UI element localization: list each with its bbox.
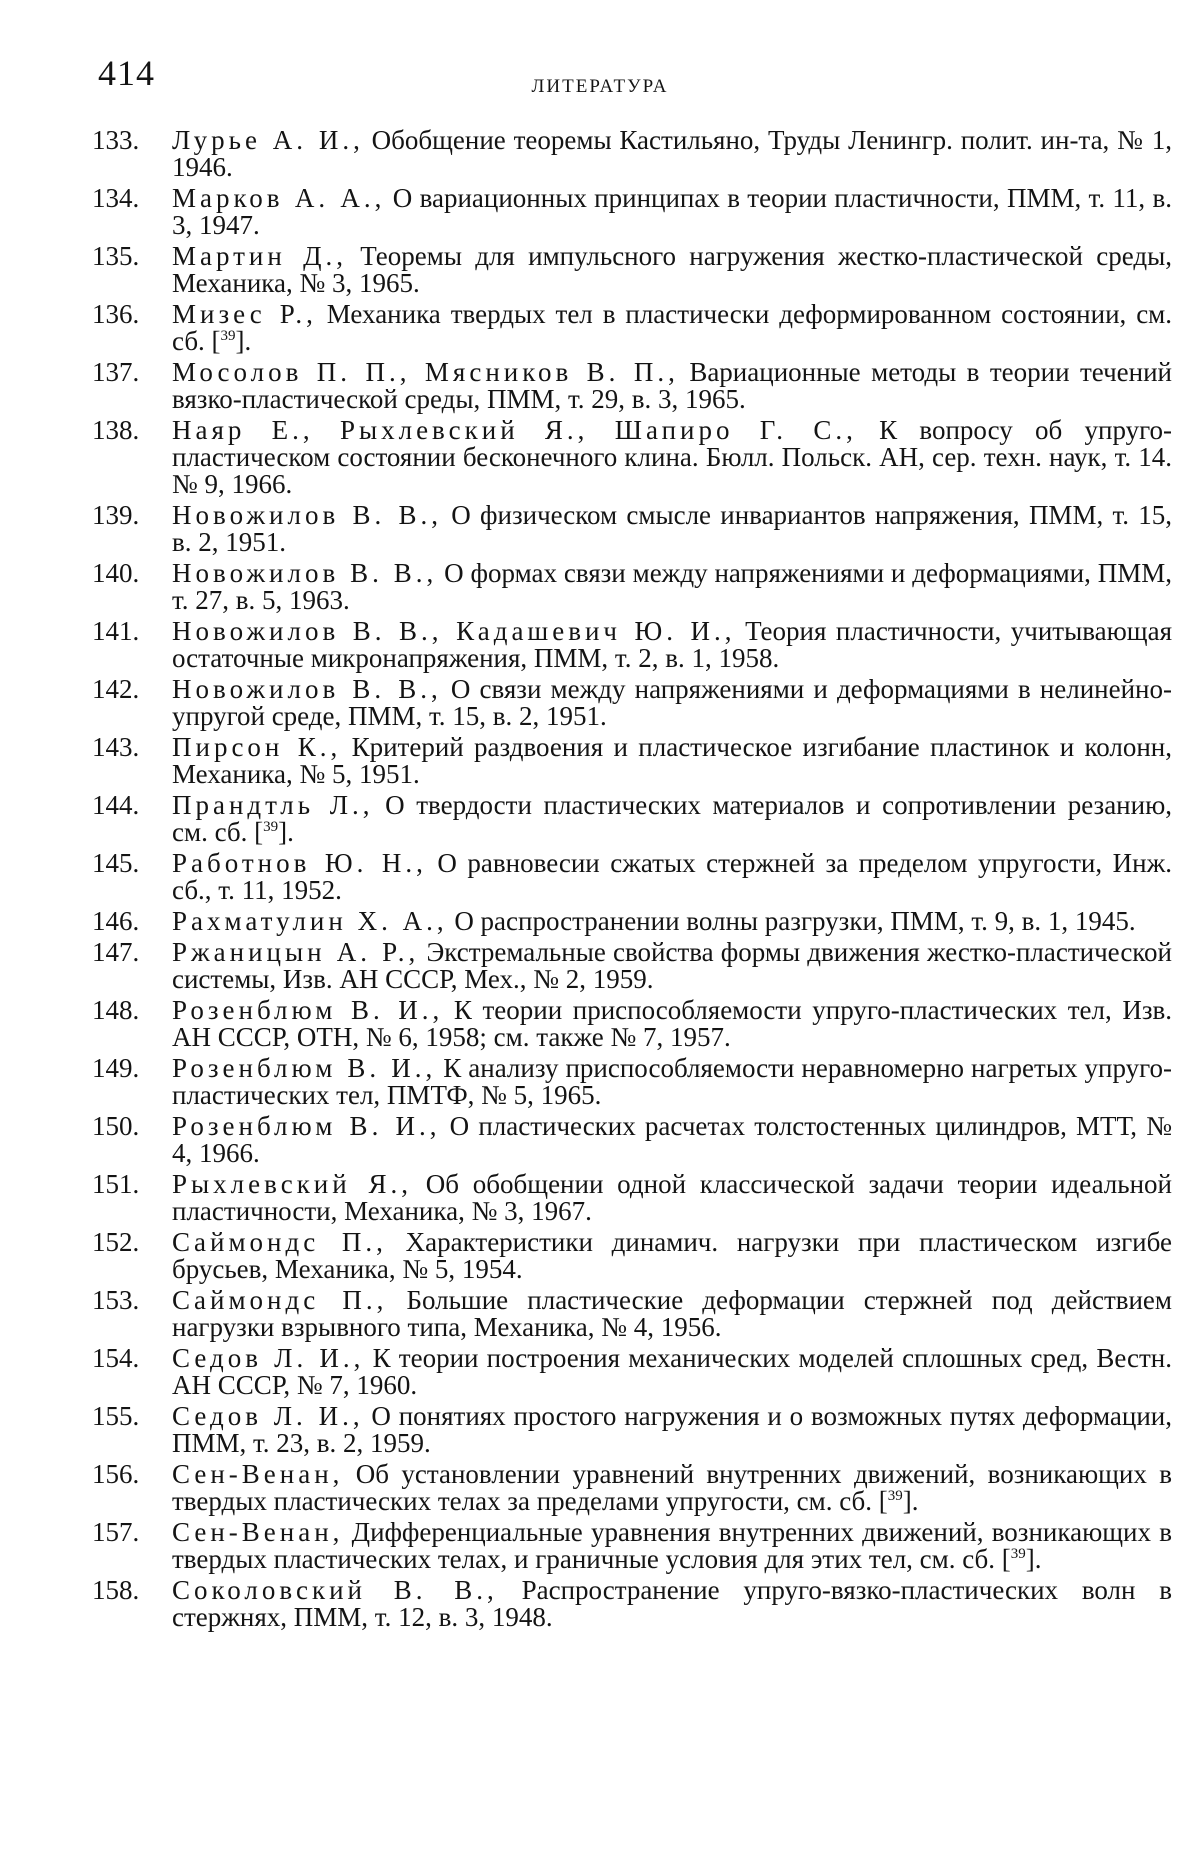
reference-number: 153. [92,1285,140,1315]
reference-number: 135. [92,241,140,271]
running-head: ЛИТЕРАТУРА [531,76,669,97]
reference-number: 145. [92,848,140,878]
reference-number: 151. [92,1169,140,1199]
reference-text: Критерий раздвоения и пластическое изгибание пластинок и колонн, Механика, № 5, 1951. [172,732,1172,789]
reference-number: 157. [92,1517,140,1547]
reference-text: О понятиях простого нагружения и о возможных путях деформации, ПММ, т. 23, в. 2, 1959. [172,1401,1172,1458]
reference-author: Новожилов В. В., [172,674,442,704]
reference-text: О пластических расчетах толстостенных цилиндров, МТТ, № 4, 1966. [172,1111,1172,1168]
reference-author: Седов Л. И., [172,1343,365,1373]
reference-entry [92,241,1172,298]
reference-number: 136. [92,299,140,329]
reference-entry [92,1517,1172,1574]
reference-author: Сен-Венан, [172,1459,344,1489]
reference-number: 137. [92,357,140,387]
reference-number: 133. [92,125,140,155]
reference-text: Дифференциальные уравнения внутренних движений, возникающих в твердых пластических телах, и граничные условия для этих тел, см. сб. [ [172,1517,1172,1574]
reference-text: О физическом смысле инвариантов напряжения, ПММ, т. 15, в. 2, 1951. [172,500,1172,557]
reference-entry [92,790,1172,847]
reference-text: О твердости пластических материалов и сопротивлении резанию, см. сб. [ [172,790,1172,847]
reference-text: К теории приспособляемости упруго-пластических тел, Изв. АН СССР, ОТН, № 6, 1958; см. также № 7, 1957. [172,995,1172,1052]
reference-text: Механика твердых тел в пластически деформированном состоянии, см. сб. [ [172,299,1173,356]
reference-author: Мизес Р., [172,299,317,329]
reference-text: О вариационных принципах в теории пластичности, ПММ, т. 11, в. 3, 1947. [172,183,1173,240]
reference-text: Обобщение теоремы Кастильяно, Труды Ленингр. полит. ин-та, № 1, 1946. [172,125,1173,182]
reference-text: О формах связи между напряжениями и деформациями, ПММ, т. 27, в. 5, 1963. [172,558,1172,615]
reference-text: О равновесии сжатых стержней за пределом упругости, Инж. сб., т. 11, 1952. [172,848,1172,905]
reference-author: Розенблюм В. И., [172,1111,441,1141]
reference-text-tail: ]. [902,1486,919,1516]
reference-text: К вопросу об упруго-пластическом состоянии бесконечного клина. Бюлл. Польск. АН, сер. техн. наук, т. 14. № 9, 1966. [172,415,1173,499]
reference-author: Мартин Д., [172,241,348,271]
reference-author: Новожилов В. В., Кадашевич Ю. И., [172,616,736,646]
reference-entry [92,415,1173,499]
reference-entry [92,848,1172,905]
reference-text: Большие пластические деформации стержней под действием нагрузки взрывного типа, Механика, № 4, 1956. [172,1285,1173,1342]
reference-number: 148. [92,995,140,1025]
reference-entry [92,1169,1172,1226]
reference-number: 142. [92,674,140,704]
reference-author: Розенблюм В. И., [172,1053,437,1083]
reference-number: 152. [92,1227,140,1257]
reference-number: 158. [92,1575,140,1605]
reference-entry [92,558,1172,615]
citation-superscript: 39 [263,819,279,835]
reference-author: Новожилов В. В., [172,500,442,530]
reference-number: 150. [92,1111,140,1141]
reference-author: Лурье А. И., [172,125,364,155]
reference-author: Розенблюм В. И., [172,995,444,1025]
reference-entry [92,937,1173,994]
reference-author: Марков А. А., [172,183,386,213]
reference-author: Рахматулин Х. А., [172,906,448,936]
reference-text: Об установлении уравнений внутренних движений, возникающих в твердых пластических телах за пределами упругости, см. сб. [ [172,1459,1172,1516]
reference-entry [92,906,1172,936]
reference-text: Теоремы для импульсного нагружения жестко-пластической среды, Механика, № 3, 1965. [172,241,1172,298]
reference-entry [92,500,1172,557]
reference-author: Наяр Е., Рыхлевский Я., Шапиро Г. С., [172,415,857,445]
reference-text-tail: ]. [1025,1544,1042,1574]
page-number: 414 [98,53,155,93]
reference-number: 146. [92,906,140,936]
reference-entry [92,1575,1172,1632]
reference-entry [92,674,1173,731]
reference-author: Ржаницын А. Р., [172,937,420,967]
reference-author: Новожилов В. В., [172,558,438,588]
reference-text: Экстремальные свойства формы движения жестко-пластической системы, Изв. АН СССР, Мех., № 2, 1959. [172,937,1173,994]
reference-author: Седов Л. И., [172,1401,364,1431]
reference-author: Рыхлевский Я., [172,1169,412,1199]
reference-author: Мосолов П. П., Мясников В. П., [172,357,679,387]
reference-author: Саймондс П., [172,1227,387,1257]
reference-text: О связи между напряжениями и деформациями в нелинейно-упругой среде, ПММ, т. 15, в. 2, 1951. [172,674,1173,731]
citation-superscript: 39 [887,1488,903,1504]
citation-superscript: 39 [220,328,236,344]
reference-author: Пирсон К., [172,732,342,762]
reference-entry [92,1111,1172,1168]
reference-number: 140. [92,558,140,588]
reference-text: К анализу приспособляемости неравномерно нагретых упруго-пластических тел, ПМТФ, № 5, 1965. [172,1053,1172,1110]
reference-author: Саймондс П., [172,1285,388,1315]
reference-number: 134. [92,183,140,213]
reference-number: 143. [92,732,140,762]
reference-text: Характеристики динамич. нагрузки при пластическом изгибе брусьев, Механика, № 5, 1954. [172,1227,1172,1284]
reference-entry [92,1343,1172,1400]
reference-author: Сен-Венан, [172,1517,344,1547]
reference-number: 141. [92,616,140,646]
reference-text: Вариационные методы в теории течений вязко-пластической среды, ПММ, т. 29, в. 3, 1965. [172,357,1172,414]
reference-list [92,125,1173,1635]
reference-entry [92,1053,1172,1110]
reference-entry [92,1401,1172,1458]
reference-text: К теории построения механических моделей сплошных сред, Вестн. АН СССР, № 7, 1960. [172,1343,1172,1400]
reference-text: О распространении волны разгрузки, ПММ, т. 9, в. 1, 1945. [447,906,1136,936]
citation-superscript: 39 [1010,1546,1026,1562]
reference-text: Об обобщении одной классической задачи теории идеальной пластичности, Механика, № 3, 1967. [172,1169,1172,1226]
reference-entry [92,732,1172,789]
reference-number: 147. [92,937,140,967]
reference-number: 154. [92,1343,140,1373]
reference-number: 144. [92,790,140,820]
reference-number: 156. [92,1459,140,1489]
reference-text-tail: ]. [278,817,294,847]
reference-number: 155. [92,1401,140,1431]
reference-author: Прандтль Л., [172,790,374,820]
reference-entry [92,1285,1173,1342]
reference-entry [92,183,1173,240]
reference-entry [92,1227,1172,1284]
reference-entry [92,357,1172,414]
reference-text-tail: ]. [235,326,252,356]
reference-text: Распространение упруго-вязко-пластических волн в стержнях, ПММ, т. 12, в. 3, 1948. [172,1575,1172,1632]
reference-entry [92,125,1173,182]
reference-entry [92,995,1172,1052]
reference-entry [92,616,1172,673]
reference-number: 138. [92,415,140,445]
reference-entry [92,299,1173,356]
reference-entry [92,1459,1172,1516]
reference-text: Теория пластичности, учитывающая остаточные микронапряжения, ПММ, т. 2, в. 1, 1958. [172,616,1172,673]
reference-author: Работнов Ю. Н., [172,848,427,878]
reference-number: 139. [92,500,140,530]
reference-author: Соколовский В. В., [172,1575,498,1605]
reference-number: 149. [92,1053,140,1083]
